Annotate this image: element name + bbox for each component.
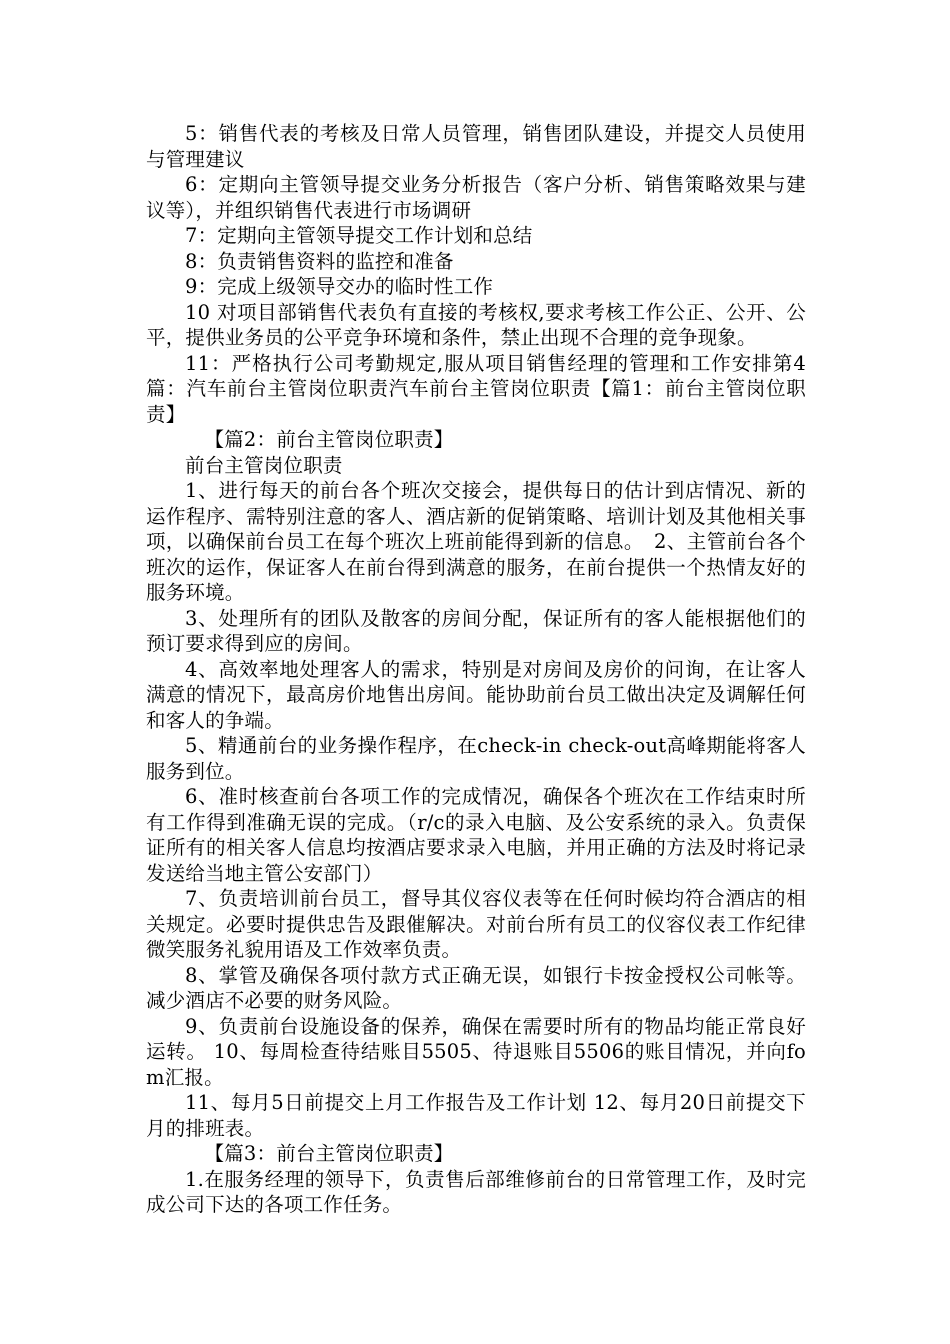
- paragraph-item-11: 11：严格执行公司考勤规定,服从项目销售经理的管理和工作安排第4篇：汽车前台主管岗位职责汽车前台主管岗位职责【篇1：前台主管岗位职责】: [146, 351, 806, 426]
- duty-item-1: 1、进行每天的前台各个班次交接会，提供每日的估计到店情况、新的运作程序、需特别注意的客人、酒店新的促销策略、培训计划及其他相关事项，以确保前台员工在每个班次上班前能得到新的信息。 2、主管前台各个班次的运作，保证客人在前台得到满意的服务，在前台提供一个热情友好的服务环境。: [146, 479, 806, 604]
- paragraph-item-6: 6：定期向主管领导提交业务分析报告（客户分析、销售策略效果与建议等），并组织销售代表进行市场调研: [146, 173, 806, 222]
- paragraph-item-9: 9：完成上级领导交办的临时性工作: [185, 275, 494, 298]
- duty-item-5: 5、精通前台的业务操作程序，在check-in check-out高峰期能将客人服务到位。: [146, 734, 806, 783]
- duty-item-4: 4、高效率地处理客人的需求，特别是对房间及房价的问询，在让客人满意的情况下，最高房价地售出房间。能协助前台员工做出决定及调解任何和客人的争端。: [146, 657, 806, 732]
- paragraph-item-5: 5：销售代表的考核及日常人员管理，销售团队建设，并提交人员使用与管理建议: [146, 122, 806, 171]
- duty-item-7: 7、负责培训前台员工，督导其仪容仪表等在任何时候均符合酒店的相关规定。必要时提供忠告及跟催解决。对前台所有员工的仪容仪表工作纪律微笑服务礼貌用语及工作效率负责。: [146, 887, 806, 961]
- section-heading-3: 【篇3：前台主管岗位职责】: [204, 1142, 454, 1165]
- section-title-duties: 前台主管岗位职责: [185, 453, 343, 477]
- paragraph-item-10: 10 对项目部销售代表负有直接的考核权,要求考核工作公正、公开、公平，提供业务员的公平竞争环境和条件，禁止出现不合理的竞争现象。: [146, 300, 806, 349]
- duty-item-8: 8、掌管及确保各项付款方式正确无误，如银行卡按金授权公司帐等。减少酒店不必要的财务风险。: [146, 963, 806, 1012]
- duty-item-11: 11、每月5日前提交上月工作报告及工作计划 12、每月20日前提交下月的排班表。: [146, 1091, 806, 1140]
- document-page: [146, 121, 806, 1218]
- paragraph-item-8: 8：负责销售资料的监控和准备: [185, 249, 454, 273]
- duty-item-9: 9、负责前台设施设备的保养，确保在需要时所有的物品均能正常良好运转。 10、每周检查待结账目5505、待退账目5506的账目情况，并向fom汇报。: [146, 1014, 806, 1089]
- service-item-1: 1.在服务经理的领导下，负责售后部维修前台的日常管理工作，及时完成公司下达的各项工作任务。: [146, 1167, 806, 1216]
- paragraph-item-7: 7：定期向主管领导提交工作计划和总结: [185, 224, 533, 247]
- duty-item-3: 3、处理所有的团队及散客的房间分配，保证所有的客人能根据他们的预订要求得到应的房间。: [146, 606, 806, 655]
- section-heading-2: 【篇2：前台主管岗位职责】: [204, 428, 454, 451]
- duty-item-6: 6、准时核查前台各项工作的完成情况，确保各个班次在工作结束时所有工作得到准确无误的完成。（r/c的录入电脑、及公安系统的录入。负责保证所有的相关客人信息均按酒店要求录入电脑，并用正确的方法及时将记录发送给当地主管公安部门）: [146, 785, 806, 885]
